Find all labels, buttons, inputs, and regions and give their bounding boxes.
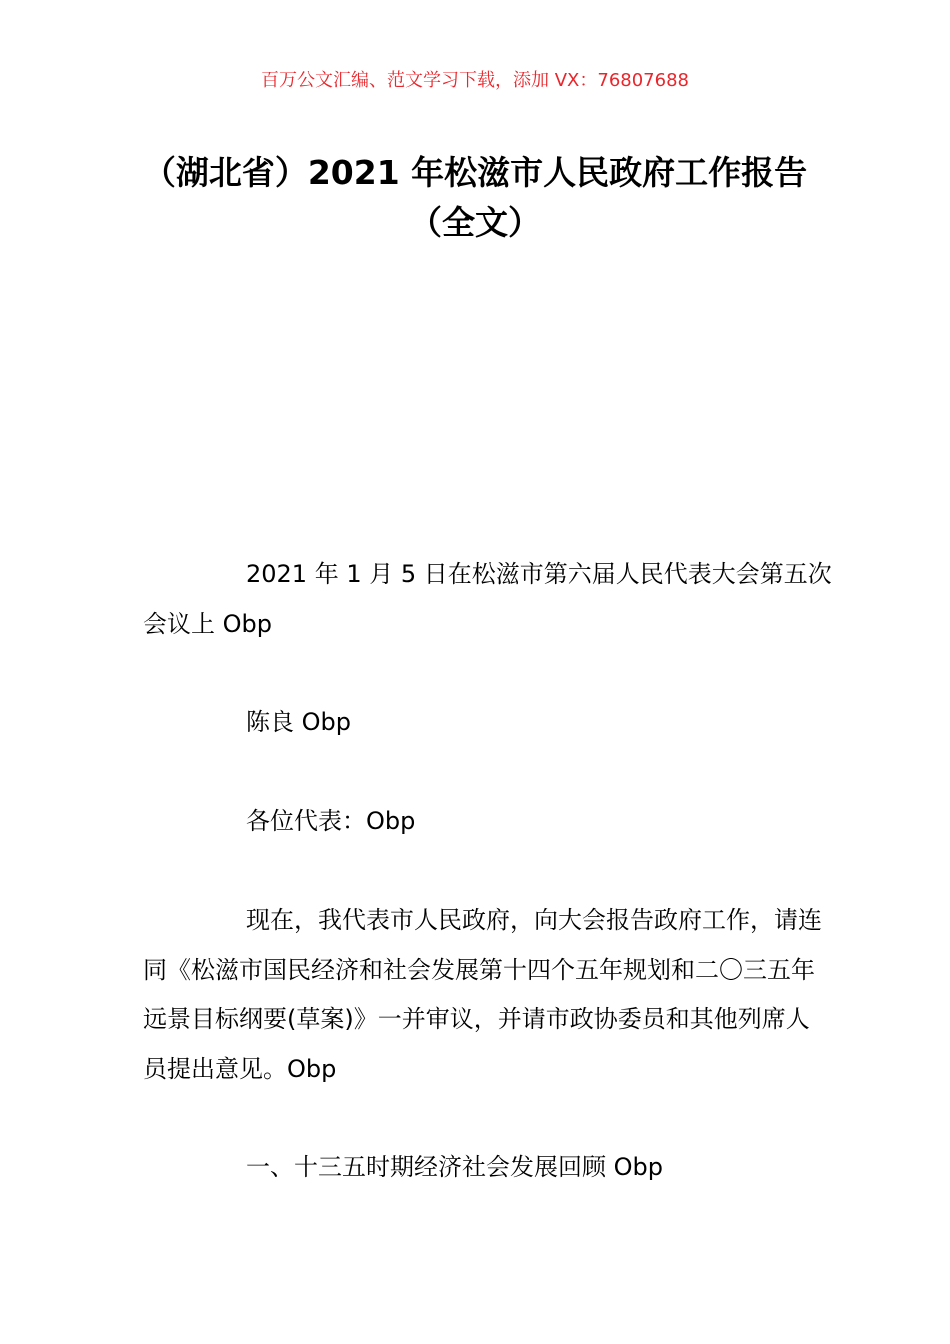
- speaker-paragraph: 陈良 Obp: [246, 708, 351, 736]
- document-title: （湖北省）2021 年松滋市人民政府工作报告（全文）: [142, 153, 808, 242]
- salutation-paragraph: 各位代表：Obp: [246, 807, 416, 835]
- header-watermark-text: 百万公文汇编、范文学习下载，添加 VX：76807688: [261, 70, 689, 91]
- section-heading-1: 一、十三五时期经济社会发展回顾 Obp: [246, 1153, 663, 1181]
- intro-paragraph: 现在，我代表市人民政府，向大会报告政府工作，请连同《松滋市国民经济和社会发展第十四个五年规划和二〇三五年远景目标纲要(草案)》一并审议，并请市政协委员和其他列席人员提出意见。Obp: [143, 906, 822, 1083]
- date-line-paragraph: 2021 年 1 月 5 日在松滋市第六届人民代表大会第五次会议上 Obp: [143, 560, 832, 638]
